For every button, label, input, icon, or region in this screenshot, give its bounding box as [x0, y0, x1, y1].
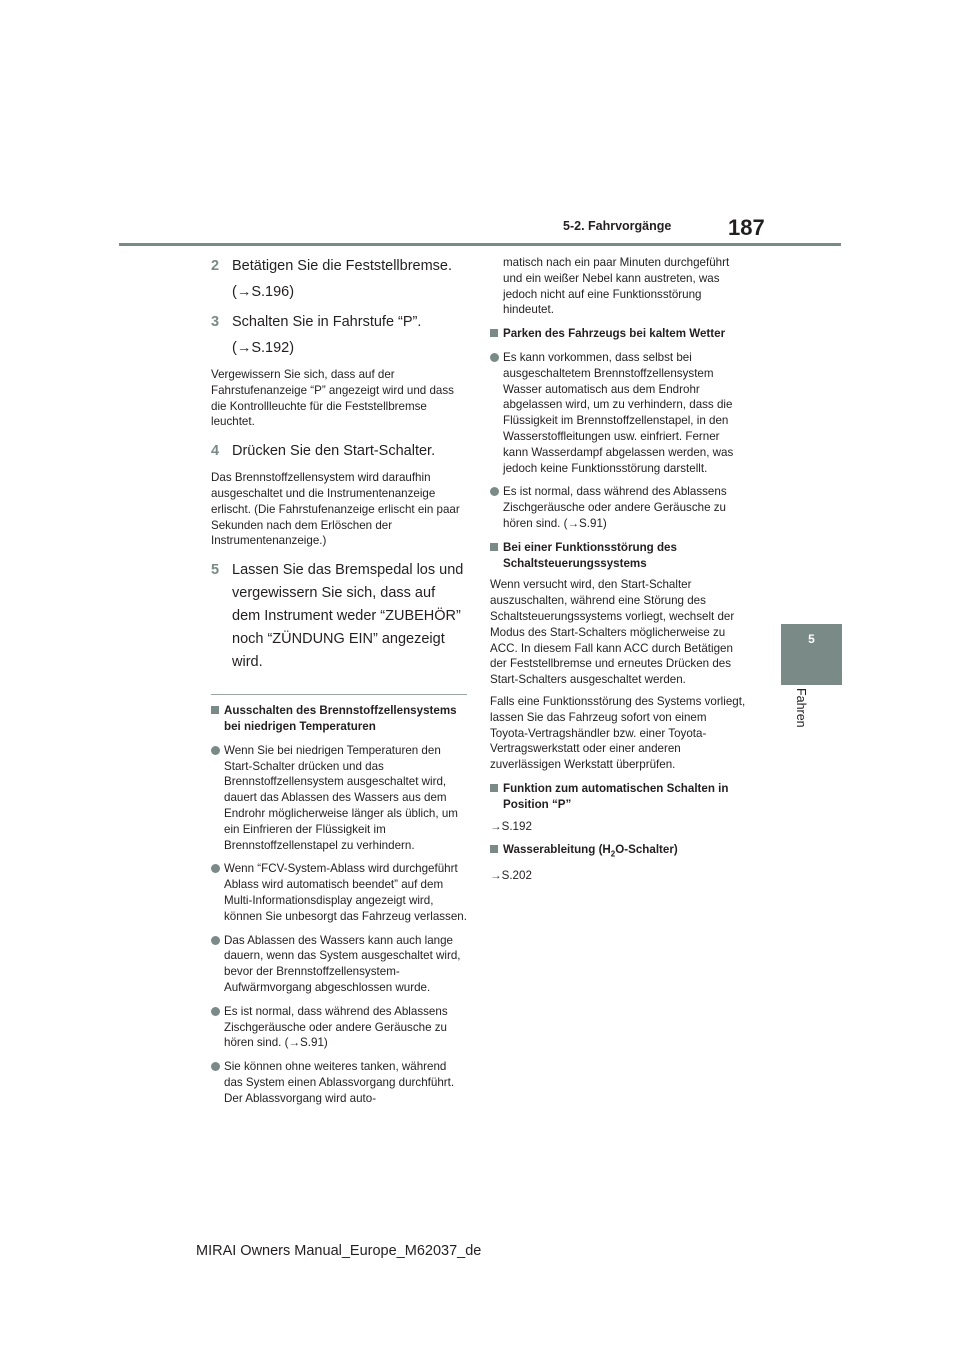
- page-reference: →S.202: [490, 869, 532, 883]
- bullet-item: Es ist normal, dass während des Ablassens Zischgeräusche oder andere Geräusche zu hören sind. (→S.91): [211, 1004, 467, 1051]
- subsection-title: Ausschalten des Brennstoffzellensystems bei niedrigen Temperaturen: [211, 703, 467, 735]
- subsection-title: Wasserableitung $(H_2O-Schalter)$: [490, 842, 746, 862]
- square-bullet-icon: [490, 329, 498, 337]
- circle-bullet-icon: [490, 487, 499, 496]
- chapter-tab: [781, 624, 842, 685]
- step-number: 4: [211, 443, 220, 460]
- page-number: 187: [728, 215, 765, 240]
- bullet-item: Das Ablassen des Wassers kann auch lange dauern, wenn das System ausgeschaltet wird, bevor der Brennstoffzellensystem-Aufwärmvorgang abgeschlossen wurde.: [211, 933, 467, 996]
- subsection-title: Bei einer Funktionsstörung des Schaltsteuerungssystems: [490, 540, 746, 572]
- circle-bullet-icon: [211, 746, 220, 755]
- bullet-item: Wenn “FCV-System-Ablass wird durchgeführt Ablass wird automatisch beendet” auf dem Multi-Informationsdisplay angezeigt wird, können Sie unbesorgt das Fahrzeug verlassen.: [211, 861, 467, 924]
- square-bullet-icon: [490, 543, 498, 551]
- chapter-number: 5: [808, 632, 815, 646]
- paragraph: Falls eine Funktionsstörung des Systems vorliegt, lassen Sie das Fahrzeug sofort von einem Toyota-Vertragshändler bzw. einer Toyota-Vertragswerkstatt oder einer anderen zuverlässigen Werkstatt überprüfen.: [490, 694, 746, 772]
- bullet-item: Sie können ohne weiteres tanken, während das System einen Ablassvorgang durchführt. Der Ablassvorgang wird auto-: [211, 1059, 467, 1106]
- bullet-item: Wenn Sie bei niedrigen Temperaturen den Start-Schalter drücken und das Brennstoffzellensystem ausgeschaltet wird, dauert das Ablassen des Wassers aus dem Endrohr möglicherweise länger als üblich, um ein Einfrieren der Flüssigkeit im Brennstoffzellenstapel zu verhindern.: [211, 743, 467, 854]
- header-rule: [119, 243, 841, 246]
- section-title: 5-2. Fahrvorgänge: [563, 219, 672, 233]
- step-2-ref: (→S.196): [232, 284, 295, 300]
- bullet-item: Es kann vorkommen, dass selbst bei ausgeschaltetem Brennstoffzellensystem Wasser automatisch aus dem Endrohr abgelassen wird, um zu verhindern, dass die Flüssigkeit im Brennstoffzellenstapel, in den Wasserstoffleitungen usw. einfriert. Ferner kann Wasserdampf abgelassen werden, was jedoch keine Funktionsstörung darstellt.: [490, 350, 746, 476]
- section-divider: [211, 694, 467, 695]
- square-bullet-icon: [490, 784, 498, 792]
- bullet-item: Es ist normal, dass während des Ablassens Zischgeräusche oder andere Geräusche zu hören sind. (→S.91): [490, 484, 746, 531]
- subsection-title: Parken des Fahrzeugs bei kaltem Wetter: [490, 326, 746, 342]
- step-3-body: Vergewissern Sie sich, dass auf der Fahrstufenanzeige “P” angezeigt wird und dass die Kontrollleuchte für die Feststellbremse leuchtet.: [211, 368, 454, 429]
- chapter-label: Fahren: [794, 688, 808, 728]
- step-number: 2: [211, 258, 220, 274]
- circle-bullet-icon: [211, 864, 220, 873]
- square-bullet-icon: [490, 845, 498, 853]
- subsection-title: Funktion zum automatischen Schalten in Position “P”: [490, 781, 746, 813]
- circle-bullet-icon: [211, 1007, 220, 1016]
- bullet-continuation: matisch nach ein paar Minuten durchgeführt und ein weißer Nebel kann austreten, was jedoch nicht auf eine Funktionsstörung hindeutet.: [503, 256, 730, 317]
- page-reference: →S.192: [490, 819, 532, 833]
- footer-text: MIRAI Owners Manual_Europe_M62037_de: [196, 1243, 482, 1259]
- step-3-ref: (→S.192): [232, 340, 295, 356]
- left-column: [211, 255, 467, 1107]
- step-number: 3: [211, 314, 220, 330]
- step-number: 5: [211, 562, 220, 579]
- paragraph: Wenn versucht wird, den Start-Schalter auszuschalten, während eine Störung des Schaltsteuerungssystems vorliegt, wechselt der Modus des Start-Schalters möglicherweise zu ACC. In diesem Fall kann ACC durch Betätigen der Feststellbremse und erneutes Drücken des Start-Schalters ausgeschaltet werden.: [490, 578, 735, 687]
- step-4-body: Das Brennstoffzellensystem wird daraufhin ausgeschaltet und die Instrumentenanzeige erlischt. (Die Fahrstufenanzeige erlischt ein paar Sekunden nach dem Erlöschen der Instrumentenanzeige.): [211, 471, 460, 548]
- step-3: [211, 311, 467, 333]
- step-4: [211, 440, 467, 462]
- step-text: Betätigen Sie die Feststellbremse.: [232, 258, 453, 274]
- step-text: Schalten Sie in Fahrstufe “P”.: [232, 314, 422, 330]
- step-text: Lassen Sie das Bremspedal los und vergewissern Sie sich, dass auf dem Instrument weder “ZUBEHÖR” noch “ZÜNDUNG EIN” angezeigt wird.: [232, 562, 464, 671]
- step-5: [211, 559, 467, 674]
- circle-bullet-icon: [490, 353, 499, 362]
- circle-bullet-icon: [211, 1062, 220, 1071]
- step-2: [211, 255, 467, 277]
- step-text: Drücken Sie den Start-Schalter.: [232, 443, 436, 460]
- circle-bullet-icon: [211, 936, 220, 945]
- right-column: [490, 255, 746, 884]
- square-bullet-icon: [211, 706, 219, 714]
